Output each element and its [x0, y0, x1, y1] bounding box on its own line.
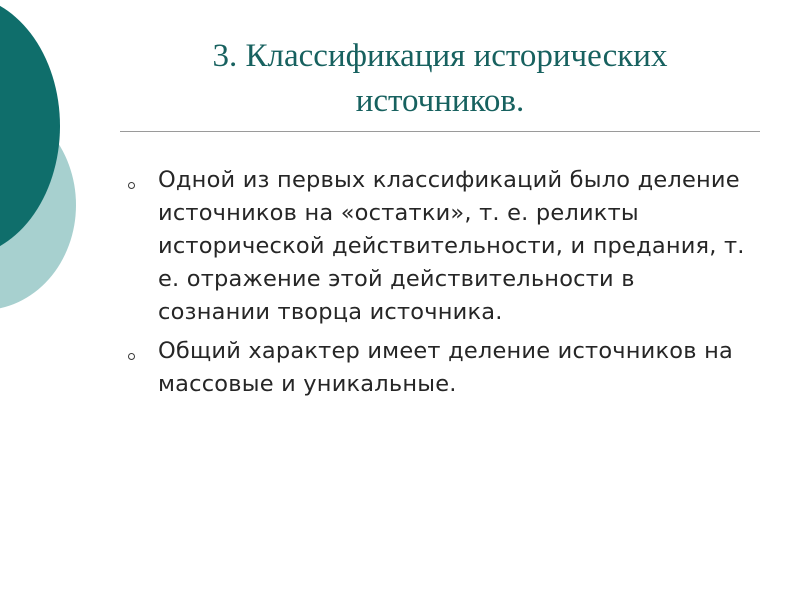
bullet-list	[128, 164, 756, 407]
slide-title: 3. Классификация исторических источников.	[212, 38, 668, 119]
bullet-circle-icon	[128, 353, 135, 360]
title-divider	[120, 131, 760, 132]
bullet-text: Одной из первых классификаций было деление источников на «остатки», т. е. реликты исторической действительности, и предания, т. е. отражение этой действительности в сознании творца источника.	[158, 167, 753, 325]
bullet-item-mass-unique	[128, 335, 756, 401]
bullet-item-remnants	[128, 164, 753, 329]
bullet-text: Общий характер имеет деление источников на массовые и уникальные.	[158, 338, 756, 397]
bullet-circle-icon	[128, 182, 135, 189]
